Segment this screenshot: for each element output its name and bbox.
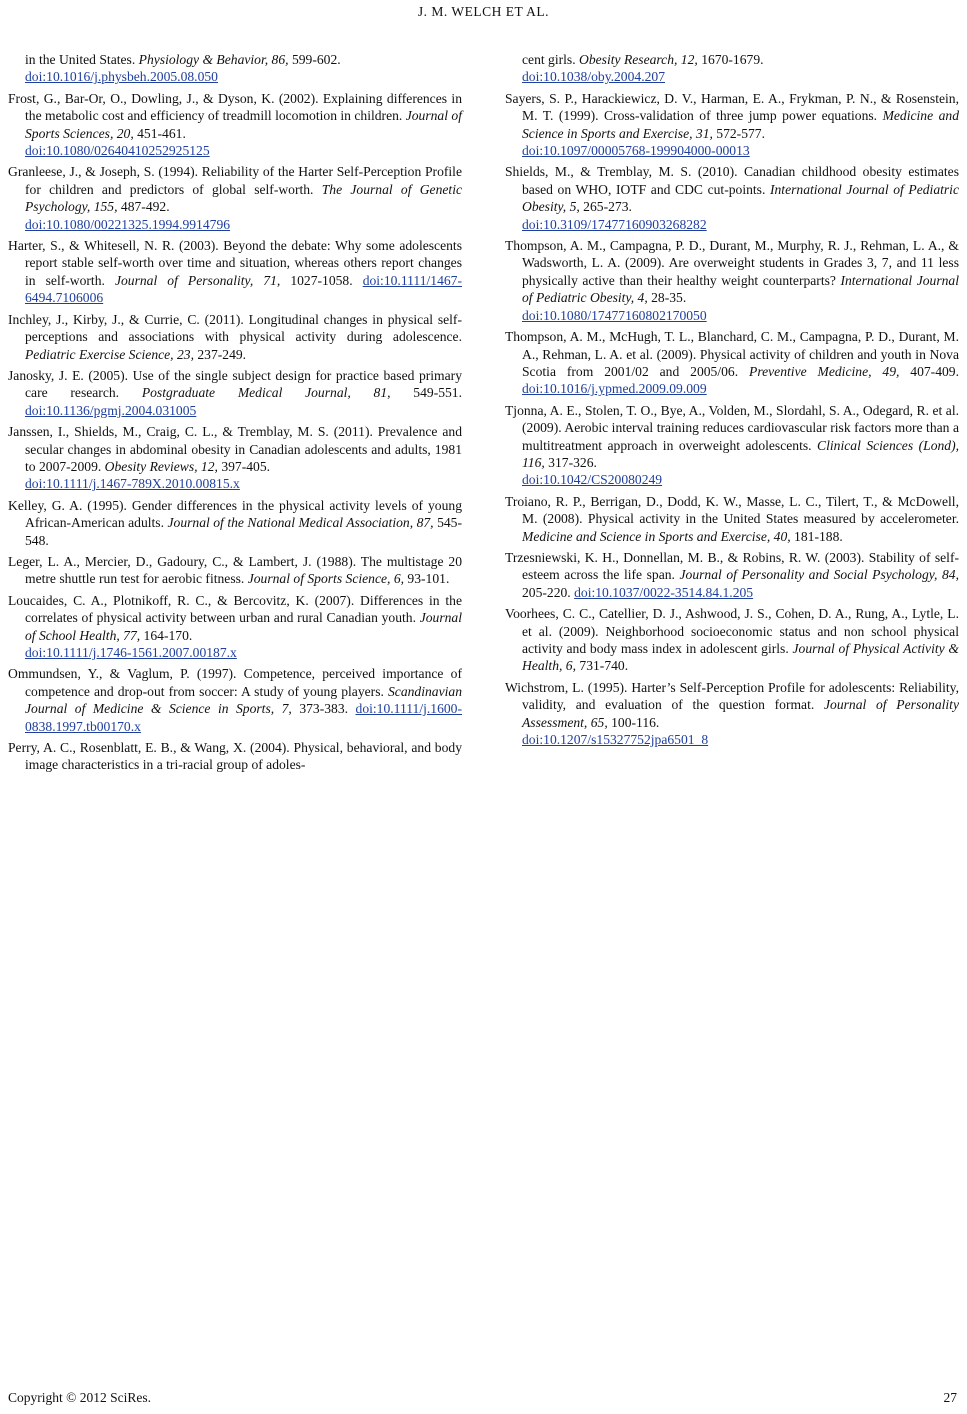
reference-pages: 205-220.: [522, 584, 575, 600]
reference-pages: 164-170.: [140, 627, 193, 643]
journal-title: Journal of Personality and Social Psychology, 84,: [679, 567, 959, 583]
reference-text: Leger, L. A., Mercier, D., Gadoury, C., & Lambert, J. (1988). The multistage 20 metre shuttle run test for aerobic fitness.: [8, 553, 462, 587]
reference-text: Janosky, J. E. (2005). Use of the single subject design for practice based primary care research.: [8, 367, 462, 401]
reference-entry: [505, 51, 959, 86]
journal-title: Scandinavian Journal of Medicine & Science in Sports, 7,: [25, 683, 462, 717]
journal-title: Preventive Medicine, 49,: [749, 363, 900, 379]
doi-link[interactable]: doi:10.1111/j.1467-789X.2010.00815.x: [25, 476, 240, 492]
reference-pages: 373-383.: [291, 701, 356, 717]
reference-entry: [8, 163, 462, 233]
reference-entry: [505, 549, 959, 601]
journal-title: Journal of Personality, 71,: [114, 272, 281, 288]
reference-entry: [505, 605, 959, 675]
journal-title: Journal of Sports Sciences, 20,: [25, 108, 462, 141]
doi-link[interactable]: doi:10.1042/CS20080249: [522, 472, 663, 488]
reference-text: Voorhees, C. C., Catellier, D. J., Ashwood, J. S., Cohen, D. A., Rung, A., Lytle, L. et al. (2009). Neighborhood socioeconomic status and non school physical activity and body mass index in adolescent girls.: [505, 606, 959, 656]
reference-pages: 265-273.: [579, 199, 632, 215]
doi-link[interactable]: doi:10.1207/s15327752jpa6501_8: [522, 732, 709, 748]
reference-entry: [8, 665, 462, 735]
reference-text: Wichstrom, L. (1995). Harter’s Self-Perception Profile for adolescents: Reliability, validity, and evaluation of the question format.: [505, 679, 959, 713]
doi-link[interactable]: doi:10.1111/1467-6494.7106006: [25, 272, 462, 306]
reference-text: Trzesniewski, K. H., Donnellan, M. B., & Robins, R. W. (2003). Stability of self-esteem across the life span.: [505, 549, 959, 583]
reference-text: in the United States.: [25, 52, 139, 67]
reference-text: Perry, A. C., Rosenblatt, E. B., & Wang, X. (2004). Physical, behavioral, and body image characteristics in a tri-racial group of adoles-: [8, 740, 462, 773]
reference-entry: [8, 739, 462, 774]
reference-text: Loucaides, C. A., Plotnikoff, R. C., & Bercovitz, K. (2007). Differences in the correlates of physical activity between urban and rural Canadian youth.: [8, 592, 462, 626]
reference-pages: 28-35.: [647, 290, 687, 306]
journal-title: Obesity Research, 12,: [579, 52, 698, 67]
reference-text: Kelley, G. A. (1995). Gender differences in the physical activity levels of young African-American adults.: [8, 497, 462, 531]
reference-entry: [505, 90, 959, 160]
doi-link[interactable]: doi:10.1136/pgmj.2004.031005: [25, 402, 197, 418]
doi-link[interactable]: doi:10.1111/j.1600-0838.1997.tb00170.x: [25, 701, 462, 734]
journal-title: Physiology & Behavior, 86,: [138, 52, 289, 67]
reference-entry: [8, 237, 462, 307]
reference-entry: [8, 311, 462, 363]
doi-link[interactable]: doi:10.1111/j.1746-1561.2007.00187.x: [25, 645, 237, 660]
reference-entry: [505, 163, 959, 233]
doi-link[interactable]: doi:10.1016/j.ypmed.2009.09.009: [522, 381, 707, 397]
journal-title: Journal of School Health, 77,: [25, 610, 462, 643]
reference-pages: 181-188.: [790, 528, 843, 544]
reference-text: Frost, G., Bar-Or, O., Dowling, J., & Dyson, K. (2002). Explaining differences in the metabolic cost and efficiency of treadmill locomotion in children.: [8, 90, 462, 124]
doi-link[interactable]: doi:10.1080/17477160802170050: [522, 307, 707, 323]
journal-title: Journal of Sports Science, 6,: [247, 571, 405, 587]
doi-link[interactable]: doi:10.1037/0022-3514.84.1.205: [574, 584, 754, 600]
reference-entry: [505, 328, 959, 398]
reference-entry: [8, 592, 462, 662]
reference-text: Shields, M., & Tremblay, M. S. (2010). Canadian childhood obesity estimates based on WHO, IOTF and CDC cut-points.: [505, 164, 959, 197]
journal-title: International Journal of Pediatric Obesity, 4,: [522, 272, 959, 306]
reference-entry: [505, 679, 959, 749]
doi-link[interactable]: doi:10.1080/02640410252925125: [25, 143, 210, 159]
doi-link[interactable]: doi:10.1097/00005768-199904000-00013: [522, 143, 750, 159]
reference-pages: 397-405.: [217, 458, 271, 474]
reference-text: cent girls.: [522, 52, 580, 67]
copyright-footer: Copyright © 2012 SciRes.: [8, 1390, 152, 1405]
reference-entry: [8, 51, 462, 86]
journal-title: Journal of Physical Activity & Health, 6,: [522, 641, 959, 674]
journal-title: Journal of Personality Assessment, 65,: [522, 697, 959, 730]
reference-text: Thompson, A. M., McHugh, T. L., Blanchard, C. M., Campagna, P. D., Durant, M. A., Rehman, L. A. et al. (2009). Physical activity of children and youth in Nova Scotia from 2001/02 and 2005/06.: [505, 329, 959, 379]
page-number: 27: [943, 1390, 957, 1405]
doi-link[interactable]: doi:10.3109/17477160903268282: [522, 216, 707, 232]
reference-entry: [8, 90, 462, 160]
reference-text: Tjonna, A. E., Stolen, T. O., Bye, A., Volden, M., Slordahl, S. A., Odegard, R. et al. (2009). Aerobic interval training reduces cardiovascular risk factors more than a multitreatment approach in overweight adolescents.: [505, 402, 959, 453]
journal-title: Pediatric Exercise Science, 23,: [25, 346, 194, 362]
reference-entry: [8, 367, 462, 419]
reference-pages: 93-101.: [404, 571, 450, 587]
reference-pages: 549-551.: [390, 385, 463, 401]
reference-entry: [505, 493, 959, 545]
reference-text: Inchley, J., Kirby, J., & Currie, C. (2011). Longitudinal changes in physical self-perceptions and associations with physical activity during adolescence.: [8, 311, 462, 345]
reference-pages: 317-326.: [544, 454, 597, 470]
journal-title: International Journal of Pediatric Obesity, 5,: [522, 181, 959, 215]
reference-entry: [8, 553, 462, 588]
journal-title: Medicine and Science in Sports and Exercise, 40,: [522, 528, 791, 544]
reference-column-left: [8, 51, 462, 778]
doi-link[interactable]: doi:10.1016/j.physbeh.2005.08.050: [25, 69, 218, 85]
journal-title: Clinical Sciences (Lond), 116,: [522, 437, 960, 470]
running-header: J. M. WELCH ET AL.: [417, 4, 550, 19]
reference-entry: [505, 237, 959, 324]
reference-pages: 599-602.: [288, 52, 341, 67]
reference-pages: 451-461.: [133, 125, 186, 141]
reference-text: Thompson, A. M., Campagna, P. D., Durant, M., Murphy, R. J., Rehman, L. A., & Wadsworth, L. A. (2009). Are overweight students in Grades 3, 7, and 11 less physically active than their healthy weight counterparts?: [505, 238, 959, 288]
journal-title: The Journal of Genetic Psychology, 155,: [25, 181, 462, 215]
reference-text: Harter, S., & Whitesell, N. R. (2003). Beyond the debate: Why some adolescents report stable self-worth over time and situation, whereas others report changes in self-worth.: [8, 238, 462, 288]
journal-title: Medicine and Science in Sports and Exercise, 31,: [522, 108, 959, 141]
journal-title: Journal of the National Medical Association, 87,: [167, 515, 434, 531]
reference-entry: [505, 402, 959, 489]
reference-entry: [8, 497, 462, 549]
reference-text: Ommundsen, Y., & Vaglum, P. (1997). Competence, perceived importance of competence and drop-out from soccer: A study of young players.: [8, 666, 462, 699]
doi-link[interactable]: doi:10.1038/oby.2004.207: [522, 69, 665, 85]
reference-pages: 100-116.: [607, 714, 660, 730]
journal-title: Postgraduate Medical Journal, 81,: [141, 385, 391, 401]
reference-entry: [8, 423, 462, 493]
doi-link[interactable]: doi:10.1080/00221325.1994.9914796: [25, 216, 231, 232]
reference-pages: 731-740.: [576, 658, 629, 674]
reference-text: Troiano, R. P., Berrigan, D., Dodd, K. W., Masse, L. C., Tilert, T., & McDowell, M. (2008). Physical activity in the United States measured by accelerometer.: [505, 493, 959, 527]
reference-pages: 237-249.: [193, 346, 247, 362]
reference-pages: 1670-1679.: [697, 52, 764, 67]
reference-column-right: [505, 51, 959, 752]
reference-pages: 487-492.: [117, 199, 170, 215]
reference-text: Granleese, J., & Joseph, S. (1994). Reliability of the Harter Self-Perception Profile for children and predictors of global self-worth.: [8, 164, 462, 197]
reference-pages: 1027-1058.: [280, 272, 363, 288]
reference-pages: 545-548.: [25, 515, 462, 548]
reference-text: Janssen, I., Shields, M., Craig, C. L., & Tremblay, M. S. (2011). Prevalence and secular changes in abdominal obesity in Canadian adolescents and adults, 1981 to 2007-2009.: [8, 424, 462, 474]
reference-pages: 407-409.: [899, 363, 959, 379]
reference-pages: 572-577.: [712, 125, 765, 141]
journal-title: Obesity Reviews, 12,: [104, 458, 218, 474]
reference-text: Sayers, S. P., Harackiewicz, D. V., Harman, E. A., Frykman, P. N., & Rosenstein, M. T. (1999). Cross-validation of three jump power equations.: [505, 90, 959, 124]
